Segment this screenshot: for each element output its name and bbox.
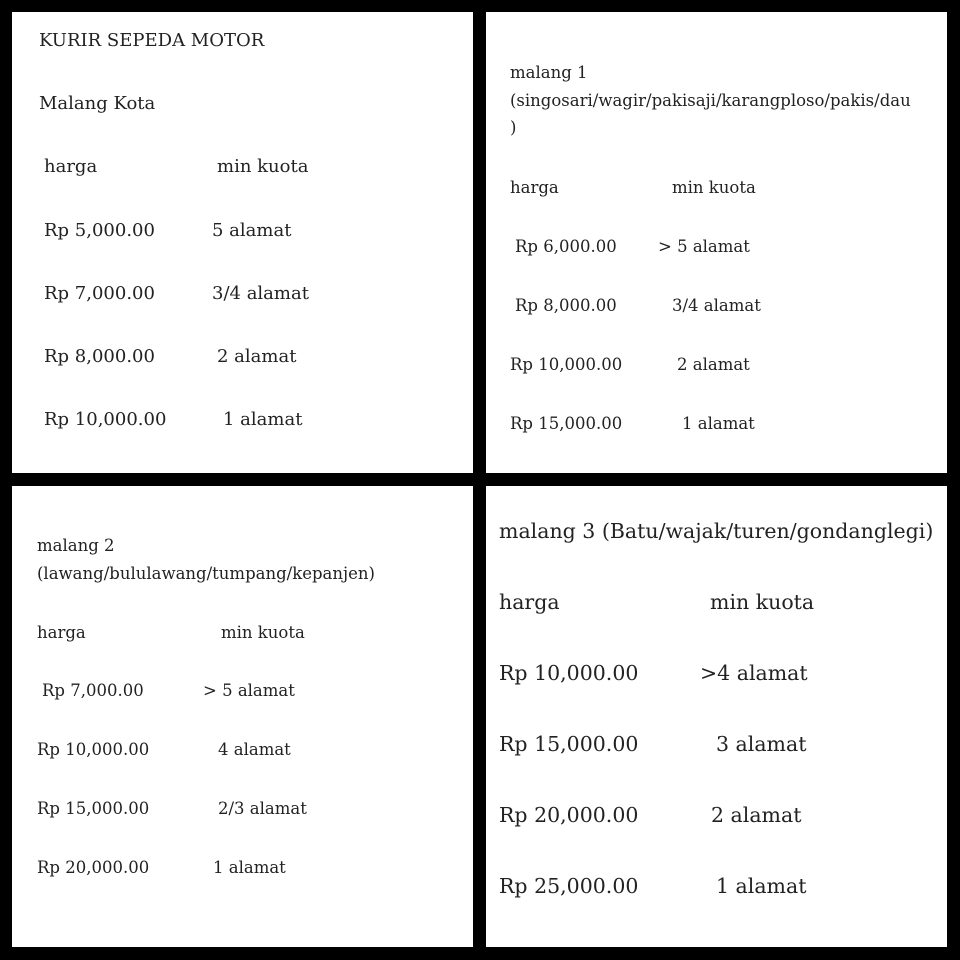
row-quota: 1 alamat	[682, 414, 755, 433]
row-quota: 2 alamat	[217, 346, 297, 367]
row-price: Rp 10,000.00	[510, 355, 623, 374]
row-price: Rp 6,000.00	[515, 237, 617, 256]
row-price: Rp 10,000.00	[44, 409, 167, 430]
panel-malang-1	[486, 12, 947, 473]
panel-title: malang 3 (Batu/wajak/turen/gondanglegi)	[499, 519, 934, 543]
column-header-price: harga	[37, 623, 86, 642]
panel-subtitle-continued: )	[510, 118, 517, 137]
column-header-price: harga	[499, 590, 560, 614]
row-quota: 2 alamat	[711, 803, 802, 827]
row-quota: 5 alamat	[212, 220, 292, 241]
row-price: Rp 15,000.00	[499, 732, 639, 756]
row-price: Rp 20,000.00	[37, 858, 150, 877]
column-header-quota: min kuota	[672, 178, 756, 197]
row-price: Rp 5,000.00	[44, 220, 155, 241]
panel-title: malang 2	[37, 536, 115, 555]
column-header-price: harga	[44, 156, 98, 177]
column-header-quota: min kuota	[217, 156, 309, 177]
row-price: Rp 8,000.00	[515, 296, 617, 315]
panel-malang-3	[486, 486, 947, 947]
panel-subtitle: (singosari/wagir/pakisaji/karangploso/pakis/dau	[510, 91, 911, 110]
row-price: Rp 25,000.00	[499, 874, 639, 898]
panel-title: malang 1	[510, 63, 588, 82]
row-price: Rp 15,000.00	[510, 414, 623, 433]
panel-title: KURIR SEPEDA MOTOR	[39, 30, 265, 51]
row-price: Rp 20,000.00	[499, 803, 639, 827]
column-header-price: harga	[510, 178, 559, 197]
row-quota: 3/4 alamat	[672, 296, 761, 315]
panel-malang-kota	[12, 12, 473, 473]
row-quota: 2 alamat	[677, 355, 750, 374]
row-quota: 1 alamat	[716, 874, 807, 898]
row-price: Rp 7,000.00	[44, 283, 155, 304]
row-quota: 4 alamat	[218, 740, 291, 759]
row-quota: 1 alamat	[213, 858, 286, 877]
panel-subtitle: (lawang/bululawang/tumpang/kepanjen)	[37, 564, 375, 583]
row-quota: > 5 alamat	[658, 237, 750, 256]
row-quota: 3 alamat	[716, 732, 807, 756]
row-quota: 1 alamat	[223, 409, 303, 430]
row-price: Rp 7,000.00	[42, 681, 144, 700]
row-quota: > 5 alamat	[203, 681, 295, 700]
row-quota: >4 alamat	[700, 661, 808, 685]
row-quota: 2/3 alamat	[218, 799, 307, 818]
row-quota: 3/4 alamat	[212, 283, 309, 304]
row-price: Rp 15,000.00	[37, 799, 150, 818]
row-price: Rp 8,000.00	[44, 346, 155, 367]
row-price: Rp 10,000.00	[37, 740, 150, 759]
column-header-quota: min kuota	[710, 590, 815, 614]
panel-subtitle: Malang Kota	[39, 93, 156, 114]
row-price: Rp 10,000.00	[499, 661, 639, 685]
column-header-quota: min kuota	[221, 623, 305, 642]
panel-malang-2	[12, 486, 473, 947]
